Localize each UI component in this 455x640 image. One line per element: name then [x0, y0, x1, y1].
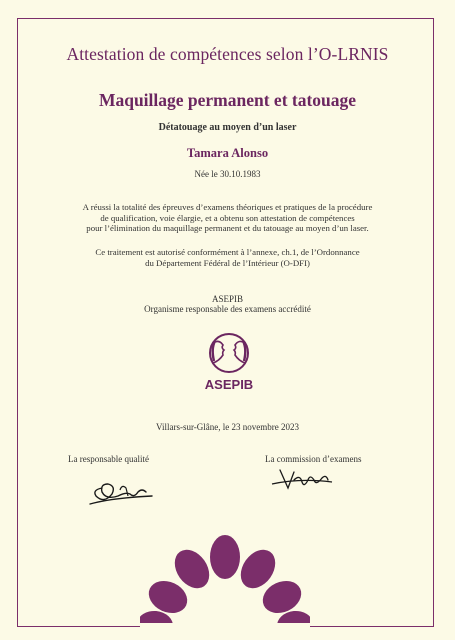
organization-name: ASEPIB	[211, 294, 243, 304]
quality-manager-signature	[82, 470, 154, 508]
paragraph-line: du Département Fédéral de l’Intérieur (O-DFI)	[145, 257, 310, 268]
quality-manager-label: La responsable qualité	[68, 454, 149, 464]
place-and-date: Villars-sur-Glâne, le 23 novembre 2023	[156, 422, 299, 432]
paragraph-line: de qualification, voie élargie, et a obtenu son attestation de compétences	[100, 212, 355, 223]
asepib-logo	[199, 331, 259, 393]
paragraph-line: pour l’élimination du maquillage permanent et du tatouage au moyen d’un laser.	[86, 223, 369, 234]
birth-date: Née le 30.10.1983	[194, 169, 261, 179]
exam-commission-signature	[270, 462, 334, 498]
logo-wordmark: ASEPIB	[204, 377, 254, 392]
exam-commission-label: La commission d’examens	[265, 454, 362, 464]
paragraph-line: A réussi la totalité des épreuves d’examens théoriques et pratiques de la procédure	[82, 202, 373, 212]
achievement-paragraph	[40, 202, 415, 234]
authorization-paragraph	[40, 247, 415, 268]
certificate-subtitle: Détatouage au moyen d’un laser	[158, 122, 297, 133]
holder-name: Tamara Alonso	[186, 146, 269, 160]
paragraph-line: Ce traitement est autorisé conformément à l’annexe, ch.1, de l’Ordonnance	[95, 247, 360, 257]
organization-description: Organisme responsable des examens accrédité	[144, 304, 311, 314]
certificate-title: Maquillage permanent et tatouage	[98, 90, 357, 110]
decorative-fan-ornament	[140, 535, 310, 627]
certificate-header: Attestation de compétences selon l’O-LRNIS	[66, 44, 389, 64]
